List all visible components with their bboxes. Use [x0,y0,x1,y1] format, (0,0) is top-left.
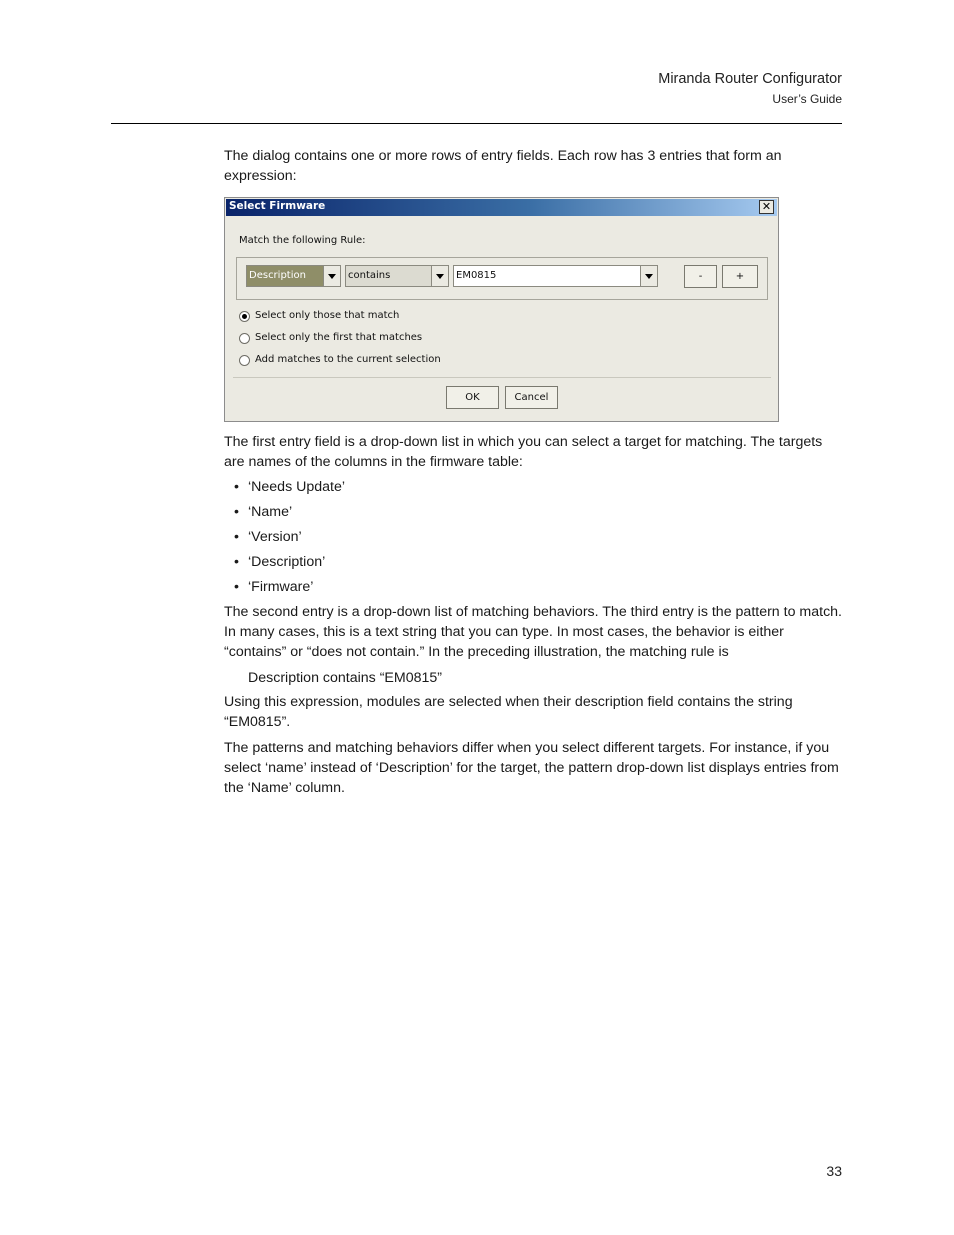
behavior-value: contains [348,270,391,281]
rule-row [236,257,768,300]
list-item-text: ‘Version’ [248,529,302,545]
list-item-text: ‘Name’ [248,504,293,520]
behaviors-paragraph: The second entry is a drop-down list of matching behaviors. The third entry is the pattern to match. In many cases, this is a text string that you can type. In most cases, the behavior is either “contains” or “does not contain.” In the preceding illustration, the matching rule is [224,604,842,660]
close-icon[interactable]: ✕ [759,200,774,214]
list-item-text: ‘Description’ [248,554,326,570]
remove-rule-button[interactable]: - [684,265,717,288]
page-number: 33 [826,1163,842,1179]
radio-label: Select only the first that matches [255,332,423,343]
chevron-down-icon[interactable] [431,266,448,286]
document-title: Miranda Router Configurator [658,71,842,87]
radio-label: Add matches to the current selection [255,354,441,365]
rule-label: Match the following Rule: [239,235,366,246]
list-item-text: ‘Firmware’ [248,579,314,595]
behavior-dropdown[interactable] [345,265,449,287]
dialog-titlebar [226,199,777,216]
chevron-down-icon[interactable] [640,266,657,286]
dialog-separator [233,377,771,378]
ok-button[interactable]: OK [446,386,499,409]
document-subtitle: User’s Guide [772,92,842,106]
chevron-down-icon[interactable] [323,266,340,286]
patterns-paragraph: The patterns and matching behaviors differ when you select different targets. For instance, if you select ‘name’ instead of ‘Description’ for the target, the pattern drop-down list displays entries from the ‘Name’ column. [224,740,839,796]
add-rule-button[interactable]: + [722,265,758,288]
radio-unselected-icon[interactable] [239,355,250,366]
targets-paragraph: The first entry field is a drop-down list in which you can select a target for matching. The targets are names of the columns in the firmware table: [224,434,823,470]
using-paragraph: Using this expression, modules are selected when their description field contains the string “EM0815”. [224,694,793,730]
target-dropdown[interactable] [246,265,341,287]
select-firmware-dialog [224,197,779,422]
list-item: • ‘Version’ [234,529,302,545]
pattern-value: EM0815 [456,270,497,281]
radio-unselected-icon[interactable] [239,333,250,344]
pattern-combobox[interactable] [453,265,658,287]
list-item-text: ‘Needs Update’ [248,479,346,495]
intro-paragraph: The dialog contains one or more rows of entry fields. Each row has 3 entries that form an expression: [224,148,782,184]
header-divider [111,123,842,124]
cancel-button[interactable]: Cancel [505,386,558,409]
example-rule: Description contains “EM0815” [248,670,442,686]
target-value: Description [249,270,306,281]
list-item: • ‘Needs Update’ [234,479,346,495]
list-item: • ‘Firmware’ [234,579,314,595]
radio-selected-icon[interactable] [239,311,250,322]
radio-label: Select only those that match [255,310,400,321]
list-item: • ‘Name’ [234,504,293,520]
list-item: • ‘Description’ [234,554,326,570]
dialog-title: Select Firmware [229,200,326,212]
